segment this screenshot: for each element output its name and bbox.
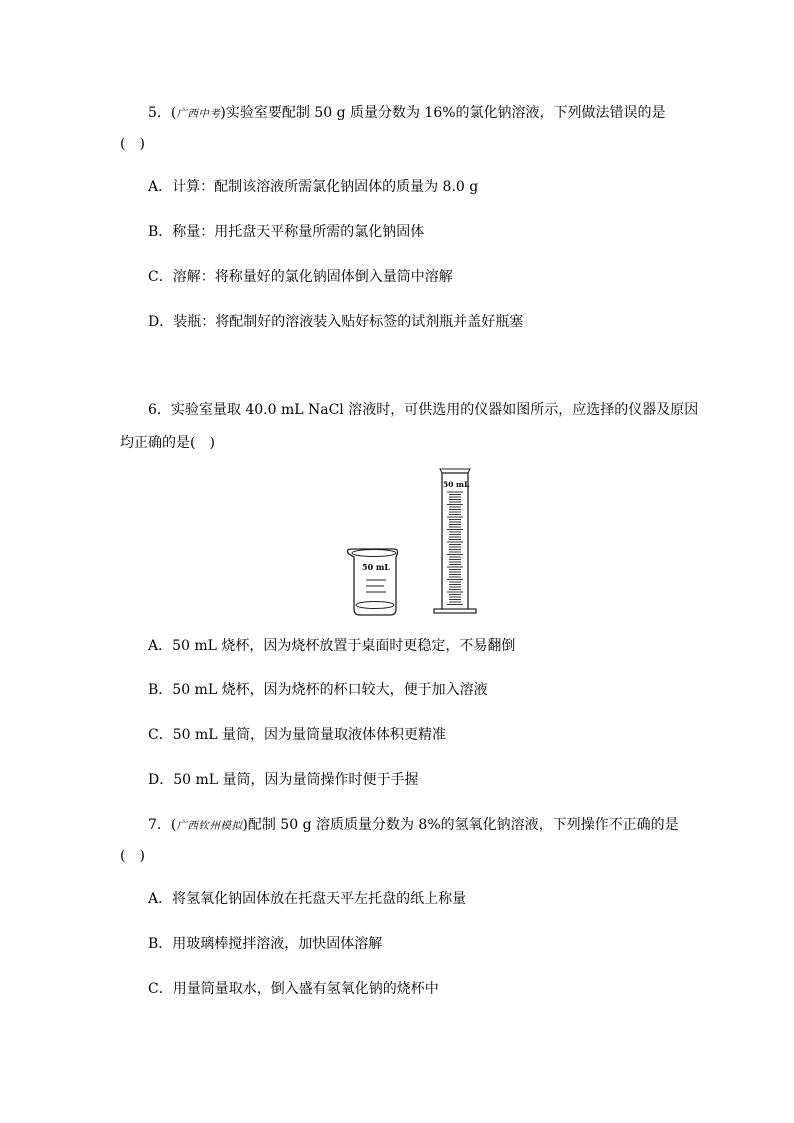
graduated-cylinder <box>434 469 476 613</box>
q6-figure <box>330 465 490 617</box>
q7-stem-text: )配制 50 g 溶质质量分数为 8%的氢氧化钠溶液，下列操作不正确的是 <box>242 817 679 833</box>
q7-option-b: B．用玻璃棒搅拌溶液，加快固体溶解 <box>148 936 383 952</box>
q6-option-a: A．50 mL 烧杯，因为烧杯放置于桌面时更稳定，不易翻倒 <box>148 638 516 654</box>
q6-option-d: D．50 mL 量筒，因为量筒操作时便于手握 <box>148 772 419 788</box>
q7-option-c: C．用量筒量取水，倒入盛有氢氧化钠的烧杯中 <box>148 981 439 997</box>
beaker <box>348 549 398 615</box>
q5-option-d: D．装瓶：将配制好的溶液装入贴好标签的试剂瓶并盖好瓶塞 <box>148 314 524 330</box>
q7-stem: 7．(广西钦州模拟)配制 50 g 溶质质量分数为 8%的氢氧化钠溶液，下列操作不正确的是 <box>148 817 679 833</box>
cylinder-label: 50 mL <box>443 480 470 489</box>
q6-stem-line2: 均正确的是( ) <box>120 435 215 451</box>
q5-source: 广西中考 <box>176 108 221 120</box>
q7-answer-paren: ( ) <box>120 848 145 864</box>
q5-option-a: A．计算：配制该溶液所需氯化钠固体的质量为 8.0 g <box>148 179 479 195</box>
q7-number: 7． <box>148 817 171 833</box>
q6-stem-line1: 6．实验室量取 40.0 mL NaCl 溶液时，可供选用的仪器如图所示，应选择的仪器及原因 <box>148 402 699 418</box>
q7-source: 广西钦州模拟 <box>176 820 243 832</box>
q5-stem-text: )实验室要配制 50 g 质量分数为 16%的氯化钠溶液，下列做法错误的是 <box>220 105 666 121</box>
q5-option-c: C．溶解：将称量好的氯化钠固体倒入量筒中溶解 <box>148 269 453 285</box>
q6-option-c: C．50 mL 量筒，因为量筒量取液体体积更精准 <box>148 727 446 743</box>
q6-option-b: B．50 mL 烧杯，因为烧杯的杯口较大，便于加入溶液 <box>148 682 488 698</box>
q5-stem: 5．(广西中考)实验室要配制 50 g 质量分数为 16%的氯化钠溶液，下列做法错误的是 <box>148 105 666 121</box>
q7-option-a: A．将氢氧化钠固体放在托盘天平左托盘的纸上称量 <box>148 891 467 907</box>
q5-answer-paren: ( ) <box>120 136 145 152</box>
beaker-label: 50 mL <box>362 562 391 572</box>
q5-number: 5． <box>148 105 171 121</box>
q5-option-b: B．称量：用托盘天平称量所需的氯化钠固体 <box>148 224 425 240</box>
